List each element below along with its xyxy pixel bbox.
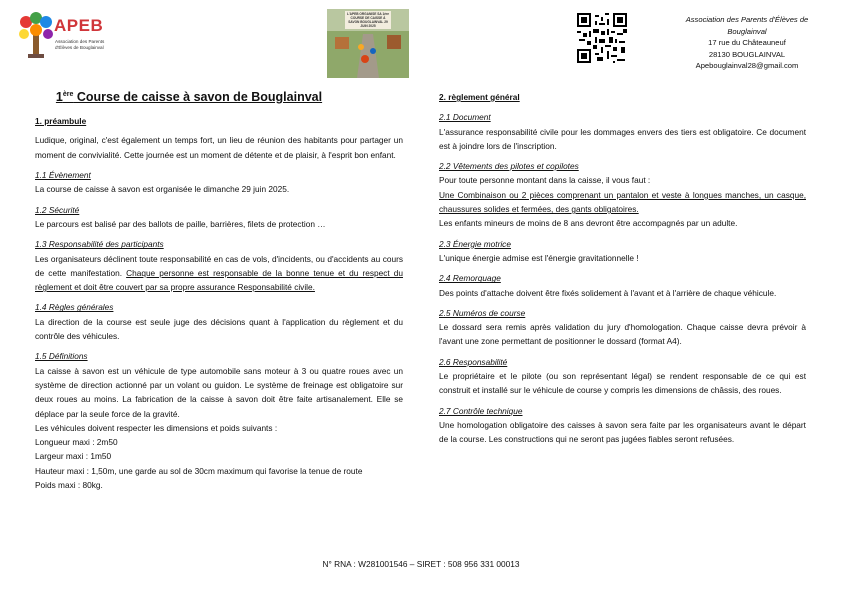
text-vetements-enfants: Les enfants mineurs de moins de 8 ans devront être accompagnés par un adulte.: [439, 218, 738, 229]
text-numeros: Le dossard sera remis après validation du jury d'homologation. Chaque caisse devra prévoir à l'avant une zone permettant de positionner le dossard (format A4).: [439, 322, 806, 347]
text-remorquage: Des points d'attache doivent être fixés solidement à l'avant et à l'arrière de chaque véhicule.: [439, 287, 777, 298]
association-address-block: [672, 14, 822, 72]
association-name: Association des Parents d'Élèves de Bouglainval: [685, 15, 809, 36]
text-controle-technique: Une homologation obligatoire des caisses à savon sera faite par les organisateurs avant le départ de la course. Les constructions qui ne seront pas jugées fiables seront refusées.: [439, 419, 806, 445]
heading-definitions: 1.5 Définitions: [35, 351, 88, 362]
heading-numeros: 2.5 Numéros de course: [439, 307, 526, 318]
text-vetements-intro: Pour toute personne montant dans la caisse, il vous faut :: [439, 175, 651, 186]
dimension-largeur: Largeur maxi : 1m50: [35, 451, 112, 462]
dimension-longueur: Longueur maxi : 2m50: [35, 437, 118, 448]
text-responsabilite: Le propriétaire et le pilote (ou son représentant légal) se rendent responsable de ce qui est construit et installé sur le véhicule de course y compris les dimensions de châssis, des roues.: [439, 371, 806, 396]
text-definitions: La caisse à savon est un véhicule de type automobile sans moteur à 3 ou quatre roues avec un système de direction actionné par un volant ou guidon. Le système de freinage est obligatoire sur deux roues au moins. La fabrication de la caisse à savon doit être faite artisanalement. Elle se déplace par la seule force de la gravité.: [35, 365, 403, 419]
right-column: [439, 90, 806, 447]
section-reglement-heading: 2. règlement général: [439, 92, 520, 102]
text-evenement: La course de caisse à savon est organisée le dimanche 29 juin 2025.: [35, 184, 290, 195]
text-document: L'assurance responsabilité civile pour les dommages envers des tiers est obligatoire. Ce document est à joindre lors de l'inscription.: [439, 126, 806, 151]
footer-registration: N° RNA : W281001546 – SIRET : 508 956 331 00013: [322, 559, 520, 569]
heading-regles-generales: 1.4 Règles générales: [35, 302, 114, 313]
heading-evenement: 1.1 Évènement: [35, 170, 91, 181]
text-securite: Le parcours est balisé par des ballots de paille, barrières, filets de protection …: [35, 218, 326, 229]
text-responsabilite-participants: Les organisateurs déclinent toute responsabilité en cas de vols, d'incidents, ou d'accidents au cours de cette manifestation. Chaque personne est responsable de la bonne tenue et du respect du règlement et doit être couvert par sa propre assurance Responsabilité civile.: [35, 253, 403, 293]
text-regles-generales: La direction de la course est seule juge des décisions quant à l'application du règlement et du contrôle des véhicules.: [35, 316, 403, 342]
page-title: 1ère Course de caisse à savon de Bouglainval: [55, 90, 323, 105]
poster-caption: L'APEB ORGANISE SA 1ère COURSE DE CAISSE À SAVON BOUGLAINVAL 29 JUIN 2025: [346, 12, 390, 28]
dimension-poids: Poids maxi : 80kg.: [35, 479, 103, 490]
qr-code-icon: [577, 13, 627, 63]
heading-vetements: 2.2 Vêtements des pilotes et copilotes: [439, 161, 579, 172]
text-dimensions-intro: Les véhicules doivent respecter les dimensions et poids suivants :: [35, 422, 278, 433]
address-street: 17 rue du Châteauneuf: [708, 38, 786, 47]
section-preambule-heading: 1. préambule: [35, 116, 87, 127]
heading-remorquage: 2.4 Remorquage: [439, 273, 501, 284]
tree-logo-icon: [16, 10, 56, 62]
preambule-text: Ludique, original, c'est également un temps fort, un lieu de réunion des habitants pour partager un moment de convivialité. Cette journée est un moment de détente et de plaisir, à l'esprit bon enfant.: [35, 135, 403, 160]
dimension-hauteur: Hauteur maxi : 1,50m, une garde au sol de 30cm maximum qui favorise la tenue de route: [35, 465, 363, 476]
heading-energie: 2.3 Énergie motrice: [439, 238, 511, 249]
heading-document: 2.1 Document: [439, 112, 491, 123]
heading-responsabilite: 2.6 Responsabilité: [439, 356, 508, 367]
text-energie: L'unique énergie admise est l'énergie gravitationnelle !: [439, 252, 639, 263]
logo-text: APEB: [54, 16, 104, 35]
contact-email[interactable]: Apebouglainval28@gmail.com: [695, 61, 799, 70]
address-city: 28130 BOUGLAINVAL: [708, 49, 786, 59]
heading-responsabilite-participants: 1.3 Responsabilité des participants: [35, 239, 164, 250]
text-vetements-equipement: Une Combinaison ou 2 pièces comprenant un pantalon et veste à longues manches, un casque, chaussures solides et fermées, des gants obligatoires.: [439, 189, 806, 215]
heading-securite: 1.2 Sécurité: [35, 204, 80, 215]
heading-controle-technique: 2.7 Contrôle technique: [439, 405, 523, 416]
left-column: [35, 86, 403, 492]
logo-subtitle: Association des Parents d'Élèves de Bouglainval: [55, 39, 105, 50]
